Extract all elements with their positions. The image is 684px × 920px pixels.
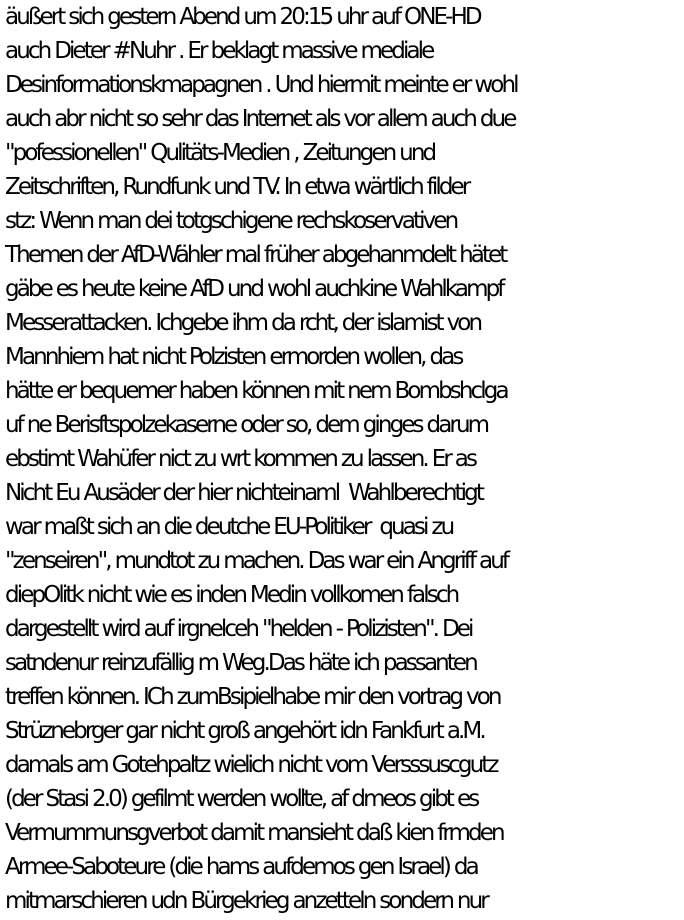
text-line-16: war maßt sich an die deutche EU-Politiker quasi zu [5, 514, 453, 540]
text-line-11: Mannhiem hat nicht Polzisten ermorden wollen, das [5, 344, 462, 370]
text-line-6: Zeitschriften, Rundfunk und TV. In etwa wärtlich filder [5, 174, 469, 200]
text-line-2: auch Dieter #Nuhr . Er beklagt massive mediale [5, 38, 433, 64]
text-line-21: treffen können. ICh zumBsipielhabe mir den vortrag von [5, 684, 500, 710]
text-line-24: (der Stasi 2.0) gefilmt werden wollte, af dmeos gibt es [5, 786, 478, 812]
text-line-26: Armee-Saboteure (die hams aufdemos gen Israel) da [5, 854, 477, 880]
text-line-27: mitmarschieren udn Bürgekrieg anzetteln sondern nur [5, 888, 487, 914]
document-text [5, 0, 684, 918]
text-line-14: ebstimt Wahüfer nict zu wrt kommen zu lassen. Er as [5, 446, 476, 472]
text-line-22: Strüznebrger gar nicht groß angehört idn Fankfurt a.M. [5, 718, 484, 744]
text-line-17: "zenseiren", mundtot zu machen. Das war ein Angriff auf [5, 548, 508, 574]
text-line-13: uf ne Berisftspolzekaserne oder so, dem ginges darum [5, 412, 488, 438]
text-line-19: dargestellt wird auf irgnelceh "helden - Polizisten". Dei [5, 616, 472, 642]
text-line-23: damals am Gotehpaltz wielich nicht vom Versssuscgutz [5, 752, 497, 778]
text-line-1: äußert sich gestern Abend um 20:15 uhr auf ONE-HD [5, 4, 480, 30]
text-line-10: Messerattacken. Ichgebe ihm da rcht, der islamist von [5, 310, 481, 336]
text-line-25: Vermummunsgverbot damit mansieht daß kien frmden [5, 820, 503, 846]
text-line-7: stz: Wenn man dei totgschigene rechskoservativen [5, 208, 457, 234]
text-line-12: hätte er bequemer haben können mit nem Bombshclga [5, 378, 507, 404]
text-line-15: Nicht Eu Ausäder der hier nichteinaml Wahlberechtigt [5, 480, 482, 506]
text-line-4: auch abr nicht so sehr das Internet als vor allem auch due [5, 106, 515, 132]
text-line-9: gäbe es heute keine AfD und wohl auchkine Wahlkampf [5, 276, 503, 302]
text-line-8: Themen der AfD-Wähler mal früher abgehanmdelt hätet [5, 242, 506, 268]
text-line-3: Desinformationskmapagnen . Und hiermit meinte er wohl [5, 72, 517, 98]
text-line-20: satndenur reinzufällig m Weg.Das häte ich passanten [5, 650, 476, 676]
text-line-18: diepOlitk nicht wie es inden Medin vollkomen falsch [5, 582, 458, 608]
text-line-5: "pofessionellen" Qulitäts-Medien , Zeitungen und [5, 140, 435, 166]
